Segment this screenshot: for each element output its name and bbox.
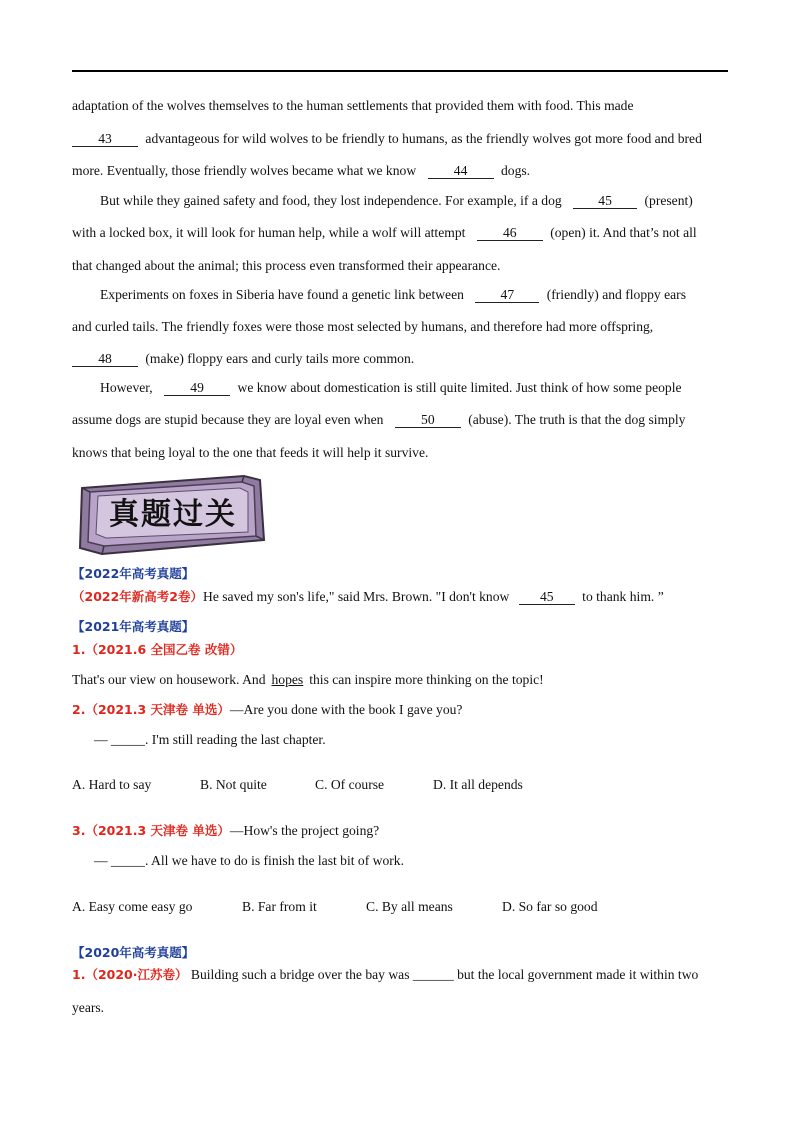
underlined-word: hopes	[271, 672, 304, 687]
passage-text: assume dogs are stupid because they are loyal even when	[72, 412, 384, 427]
passage-text: adaptation of the wolves themselves to the human settlements that provided them with food. This made	[72, 98, 634, 113]
passage-text: (make) floppy ears and curly tails more common.	[145, 351, 415, 366]
passage-text: knows that being loyal to the one that feeds it will help it survive.	[72, 445, 429, 460]
q1-2020-cont	[72, 999, 732, 1017]
blank-45[interactable]: 45	[573, 193, 637, 209]
q1-2021-header	[72, 641, 732, 659]
passage-text: we know about domestication is still quite limited. Just think of how some people	[237, 380, 682, 395]
passage-text: (abuse). The truth is that the dog simply	[468, 412, 686, 427]
question-2022	[72, 588, 732, 606]
passage-line	[72, 257, 732, 275]
question-number: 1.	[72, 642, 86, 657]
section-heading: 【2020年高考真题】	[72, 945, 195, 960]
section-heading: 【2022年高考真题】	[72, 566, 195, 581]
blank-43[interactable]: 43	[72, 131, 138, 147]
blank-50[interactable]: 50	[395, 412, 461, 428]
option-b[interactable]: B. Not quite	[200, 777, 267, 792]
question-source: （2020·江苏卷）	[85, 967, 188, 982]
passage-text: (open) it. And that’s not all	[550, 225, 697, 240]
question-text: That's our view on housework. And	[72, 672, 266, 687]
option-b[interactable]: B. Far from it	[242, 899, 317, 914]
option-c[interactable]: C. Of course	[315, 777, 385, 792]
option-d[interactable]: D. So far so good	[502, 899, 598, 914]
q1-2021-text	[72, 671, 732, 689]
option-a[interactable]: A. Hard to say	[72, 777, 152, 792]
passage-text: However,	[100, 380, 153, 395]
passage-text: But while they gained safety and food, they lost independence. For example, if a dog	[100, 193, 562, 208]
question-text: this can inspire more thinking on the topic!	[309, 672, 544, 687]
banner-title: 真题过关	[109, 497, 237, 532]
question-text: years.	[72, 1000, 105, 1015]
question-number: 1.	[72, 967, 86, 982]
question-number: 2.	[72, 702, 86, 717]
q2-2021	[72, 701, 732, 719]
q1-2020	[72, 966, 732, 984]
passage-line	[72, 318, 732, 336]
option-d[interactable]: D. It all depends	[433, 777, 523, 792]
question-reply: — _____. I'm still reading the last chapter.	[94, 732, 326, 747]
passage-line	[72, 224, 732, 242]
passage-line	[72, 444, 732, 462]
banner-frame	[76, 474, 266, 556]
passage-text: more. Eventually, those friendly wolves became what we know	[72, 163, 417, 178]
q3-2021-reply	[94, 852, 754, 870]
passage-text: that changed about the animal; this process even transformed their appearance.	[72, 258, 501, 273]
top-rule	[72, 70, 728, 72]
option-a[interactable]: A. Easy come easy go	[72, 899, 193, 914]
question-source: （2021.6 全国乙卷 改错）	[85, 642, 243, 657]
blank-48[interactable]: 48	[72, 351, 138, 367]
question-prompt: —Are you done with the book I gave you?	[229, 702, 463, 717]
q3-2021	[72, 822, 732, 840]
q3-2021-options	[72, 898, 732, 916]
blank-44[interactable]: 44	[428, 163, 494, 179]
heading-2020	[72, 944, 732, 962]
passage-line	[72, 411, 732, 429]
question-text: Building such a bridge over the bay was ______ but the local government made it within two	[190, 967, 699, 982]
passage-line	[72, 130, 732, 148]
question-source: （2022年新高考2卷）	[72, 589, 203, 604]
passage-line	[100, 286, 760, 304]
blank-49[interactable]: 49	[164, 380, 230, 396]
passage-text: dogs.	[500, 163, 531, 178]
question-source: （2021.3 天津卷 单选）	[85, 823, 230, 838]
passage-line	[100, 379, 760, 397]
section-banner	[76, 474, 266, 556]
question-number: 3.	[72, 823, 86, 838]
passage-line	[72, 162, 732, 180]
passage-text: (friendly) and floppy ears	[546, 287, 687, 302]
passage-text: advantageous for wild wolves to be friendly to humans, as the friendly wolves got more food and bred	[145, 131, 702, 146]
section-heading: 【2021年高考真题】	[72, 619, 195, 634]
question-text: to thank him. ”	[582, 589, 664, 604]
blank-46[interactable]: 46	[477, 225, 543, 241]
heading-2021	[72, 618, 732, 636]
passage-text: with a locked box, it will look for human help, while a wolf will attempt	[72, 225, 466, 240]
passage-text: and curled tails. The friendly foxes were those most selected by humans, and therefore had more offspring,	[72, 319, 654, 334]
passage-line	[72, 350, 732, 368]
blank-47[interactable]: 47	[475, 287, 539, 303]
blank-2022-45[interactable]: 45	[519, 589, 575, 605]
passage-line	[72, 97, 732, 115]
option-c[interactable]: C. By all means	[366, 899, 453, 914]
question-prompt: —How's the project going?	[229, 823, 380, 838]
passage-line	[100, 192, 760, 210]
passage-text: Experiments on foxes in Siberia have found a genetic link between	[100, 287, 464, 302]
passage-text: (present)	[644, 193, 693, 208]
heading-2022	[72, 565, 732, 583]
question-text: He saved my son's life," said Mrs. Brown. "I don't know	[203, 589, 510, 604]
q2-2021-options	[72, 776, 732, 794]
question-source: （2021.3 天津卷 单选）	[85, 702, 230, 717]
q2-2021-reply	[94, 731, 754, 749]
question-reply: — _____. All we have to do is finish the last bit of work.	[94, 853, 404, 868]
